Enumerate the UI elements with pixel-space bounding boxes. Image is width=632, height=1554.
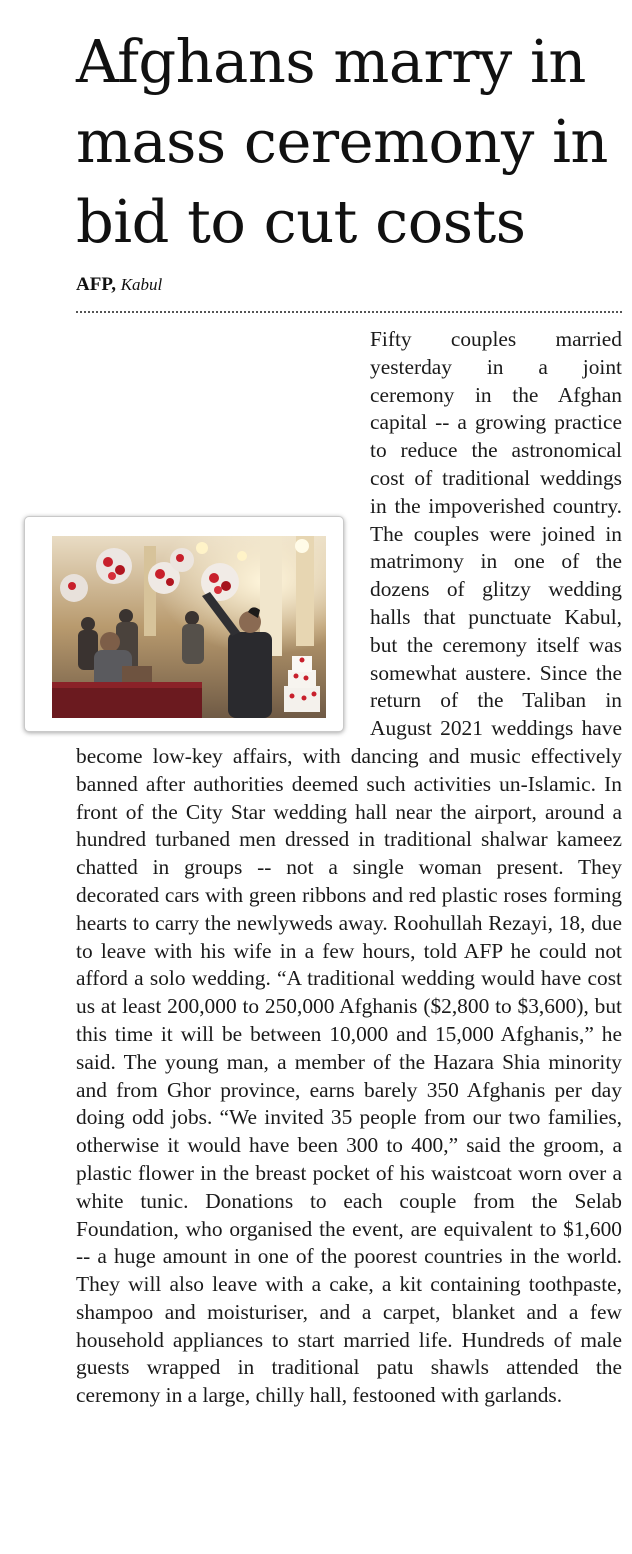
- article-body-text: Fifty couples married yesterday in a joint ceremony in the Afghan capital -- a growing practice to reduce the astronomical cost of traditional weddings in the impoverished country. The couples were joined in matrimony in one of the dozens of glitzy wedding halls that punctuate Kabul, but the ceremony itself was somewhat austere. Since the return of the Taliban in August 2021 weddings have become low-key affairs, with dancing and music effectively banned after authorities deemed such activities un-Islamic. In front of the City Star wedding hall near the airport, around a hundred turbaned men dressed in traditional shalwar kameez chatted in groups -- not a single woman present. They decorated cars with green ribbons and red plastic roses forming hearts to carry the newlyweds away. Roohullah Rezayi, 18, due to leave with his wife in a few hours, told AFP he could not afford a solo wedding. “A traditional wedding would have cost us at least 200,000 to 250,000 Afghanis ($2,800 to $3,600), but this time it will be between 10,000 and 15,000 Afghanis,” he said. The young man, a member of the Hazara Shia minority and from Ghor province, earns barely 350 Afghanis per day doing odd jobs. “We invited 35 people from our two families, otherwise it would have been 300 to 400,” said the groom, a plastic flower in the breast pocket of his waistcoat worn over a white tunic. Donations to each couple from the Selab Foundation, who organised the event, are equivalent to $1,600 -- a huge amount in one of the poorest countries in the world. They will also leave with a cake, a kit containing toothpaste, shampoo and moisturiser, and a carpet, blanket and a few household appliances to start married life. Hundreds of male guests wrapped in traditional patu shawls attended the ceremony in a large, chilly hall, festooned with garlands.: [76, 327, 622, 1408]
- article-body: [76, 326, 622, 1410]
- dotted-divider: [76, 311, 622, 313]
- byline-location: Kabul: [120, 275, 163, 294]
- byline-agency: AFP,: [76, 274, 116, 295]
- article-photo: [24, 516, 344, 732]
- byline: [76, 274, 162, 296]
- photo-wedding-hall-icon: [52, 536, 326, 718]
- headline: Afghans marry in mass ceremony in bid to cut costs: [76, 27, 608, 256]
